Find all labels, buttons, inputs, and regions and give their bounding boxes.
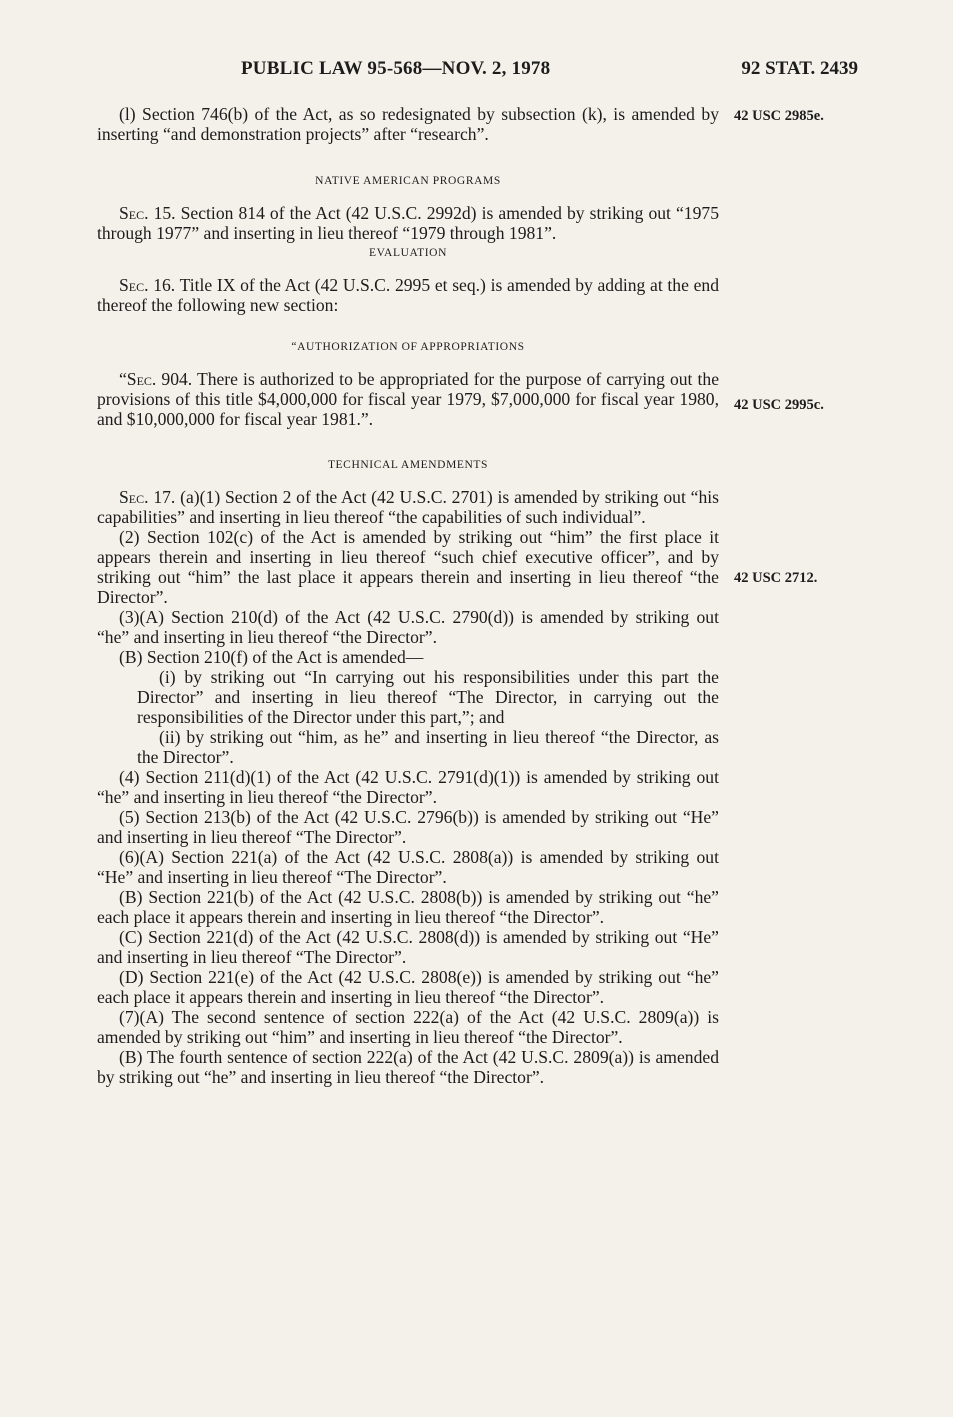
page-header	[0, 58, 953, 84]
paragraph	[97, 275, 719, 315]
paragraph: (6)(A) Section 221(a) of the Act (42 U.S.C. 2808(a)) is amended by striking out “He” and inserting in lieu thereof “The Director”.	[97, 847, 719, 887]
paragraph: (B) Section 210(f) of the Act is amended—	[119, 647, 424, 667]
paragraph: (3)(A) Section 210(d) of the Act (42 U.S.C. 2790(d)) is amended by striking out “he” and inserting in lieu thereof “the Director”.	[97, 607, 719, 647]
margin-note: 42 USC 2995c.	[734, 397, 824, 413]
section-label: Sec. 16.	[119, 275, 176, 295]
paragraph	[97, 203, 719, 243]
paragraph-text: (a)(1) Section 2 of the Act (42 U.S.C. 2701) is amended by striking out “his capabilities” and inserting in lieu thereof “the capabilities of such individual”.	[97, 487, 719, 527]
paragraph: (7)(A) The second sentence of section 222(a) of the Act (42 U.S.C. 2809(a)) is amended by striking out “him” and inserting in lieu thereof “the Director”.	[97, 1007, 719, 1047]
paragraph	[97, 369, 719, 429]
paragraph-text: Title IX of the Act (42 U.S.C. 2995 et seq.) is amended by adding at the end thereof the following new section:	[97, 275, 719, 315]
paragraph: (B) Section 221(b) of the Act (42 U.S.C. 2808(b)) is amended by striking out “he” each place it appears therein and inserting in lieu thereof “the Director”.	[97, 887, 719, 927]
paragraph: (i) by striking out “In carrying out his responsibilities under this part the Director” and inserting in lieu thereof “The Director, in carrying out the responsibilities of the Director under this part,”; and	[137, 667, 719, 727]
paragraph: (D) Section 221(e) of the Act (42 U.S.C. 2808(e)) is amended by striking out “he” each place it appears therein and inserting in lieu thereof “the Director”.	[97, 967, 719, 1007]
section-label: Sec. 15.	[119, 203, 176, 223]
paragraph-text: Section 814 of the Act (42 U.S.C. 2992d) is amended by striking out “1975 through 1977” and inserting in lieu thereof “1979 through 1981”.	[97, 203, 719, 243]
section-heading: TECHNICAL AMENDMENTS	[327, 459, 489, 471]
paragraph	[97, 487, 719, 527]
paragraph: (4) Section 211(d)(1) of the Act (42 U.S.C. 2791(d)(1)) is amended by striking out “he” and inserting in lieu thereof “the Director”.	[97, 767, 719, 807]
section-heading: EVALUATION	[369, 247, 447, 259]
section-heading: “AUTHORIZATION OF APPROPRIATIONS	[291, 341, 525, 353]
section-label: “Sec. 904.	[119, 369, 193, 389]
paragraph: (C) Section 221(d) of the Act (42 U.S.C. 2808(d)) is amended by striking out “He” and inserting in lieu thereof “The Director”.	[97, 927, 719, 967]
paragraph: (B) The fourth sentence of section 222(a) of the Act (42 U.S.C. 2809(a)) is amended by striking out “he” and inserting in lieu thereof “the Director”.	[97, 1047, 719, 1087]
margin-note: 42 USC 2712.	[734, 570, 818, 586]
margin-note: 42 USC 2985e.	[734, 108, 824, 124]
header-title: PUBLIC LAW 95-568—NOV. 2, 1978	[241, 58, 551, 79]
paragraph: (5) Section 213(b) of the Act (42 U.S.C. 2796(b)) is amended by striking out “He” and inserting in lieu thereof “The Director”.	[97, 807, 719, 847]
paragraph: (l) Section 746(b) of the Act, as so redesignated by subsection (k), is amended by inserting “and demonstration projects” after “research”.	[97, 104, 719, 144]
section-heading: NATIVE AMERICAN PROGRAMS	[315, 175, 501, 187]
paragraph-text: There is authorized to be appropriated for the purpose of carrying out the provisions of this title $4,000,000 for fiscal year 1979, $7,000,000 for fiscal year 1980, and $10,000,000 for fiscal year 1981.”.	[97, 369, 719, 429]
document-body	[97, 104, 719, 1087]
paragraph: (ii) by striking out “him, as he” and inserting in lieu thereof “the Director, as the Director”.	[137, 727, 719, 767]
section-label: Sec. 17.	[119, 487, 176, 507]
paragraph: (2) Section 102(c) of the Act is amended by striking out “him” the first place it appears therein and inserting in lieu thereof “such chief executive officer”, and by striking out “him” the last place it appears therein and inserting in lieu thereof “the Director”.	[97, 527, 719, 607]
header-page-number: 92 STAT. 2439	[741, 58, 858, 79]
